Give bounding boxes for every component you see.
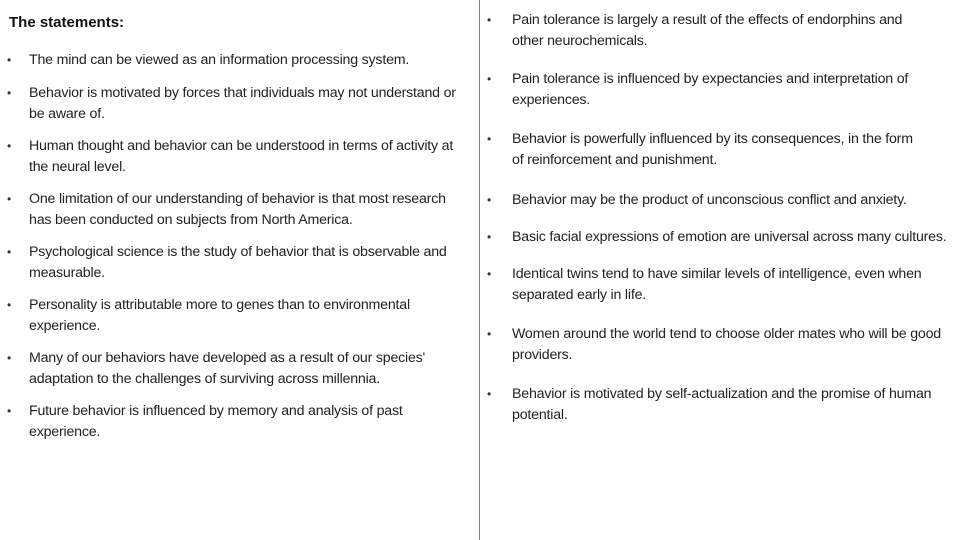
statement-text: Behavior is motivated by self-actualization and the promise of human potential.	[512, 386, 932, 423]
statement-text: Identical twins tend to have similar levels of intelligence, even when separated early in life.	[512, 266, 922, 303]
bullet-icon: •	[487, 267, 492, 281]
bullet-icon: •	[7, 404, 12, 418]
bullet-icon: •	[487, 193, 492, 207]
statements-heading: The statements:	[9, 14, 125, 31]
bullet-icon: •	[7, 86, 12, 100]
statement-text: Pain tolerance is influenced by expectancies and interpretation of experiences.	[512, 71, 909, 108]
statement-item	[487, 190, 959, 211]
bullet-icon: •	[7, 139, 12, 153]
bullet-icon: •	[487, 132, 492, 146]
bullet-icon: •	[487, 13, 492, 27]
statement-item	[487, 384, 959, 426]
statement-item	[487, 264, 959, 306]
bullet-icon: •	[487, 230, 492, 244]
bullet-icon: •	[7, 245, 12, 259]
bullet-icon: •	[487, 387, 492, 401]
statement-text: Behavior may be the product of unconscious conflict and anxiety.	[512, 192, 907, 208]
statement-item	[487, 324, 959, 366]
bullet-icon: •	[7, 298, 12, 312]
column-divider	[479, 0, 480, 540]
statement-text: Behavior is powerfully influenced by its consequences, in the form of reinforcement and punishment.	[512, 131, 913, 168]
statement-text: Pain tolerance is largely a result of the effects of endorphins and other neurochemicals.	[512, 12, 903, 49]
statement-text: Human thought and behavior can be understood in terms of activity at the neural level.	[29, 138, 454, 175]
statement-item	[7, 83, 463, 125]
bullet-icon: •	[7, 192, 12, 206]
statement-item	[487, 227, 959, 248]
statement-text: Future behavior is influenced by memory and analysis of past experience.	[29, 403, 403, 440]
statement-item	[7, 136, 463, 178]
bullet-icon: •	[7, 53, 12, 67]
statement-item	[7, 50, 463, 71]
statement-item	[7, 189, 463, 231]
statement-text: The mind can be viewed as an information processing system.	[29, 52, 410, 68]
statement-text: Women around the world tend to choose older mates who will be good providers.	[512, 326, 941, 363]
statement-text: Basic facial expressions of emotion are universal across many cultures.	[512, 229, 947, 245]
statement-item	[7, 295, 463, 337]
bullet-icon: •	[487, 327, 492, 341]
statement-item	[487, 129, 959, 171]
statement-text: One limitation of our understanding of behavior is that most research has been conducted on subjects from North America.	[29, 191, 446, 228]
statement-item	[487, 10, 959, 52]
statement-item	[7, 242, 463, 284]
statement-item	[7, 401, 463, 443]
statement-item	[7, 348, 463, 390]
bullet-icon: •	[7, 351, 12, 365]
statement-item	[487, 69, 959, 111]
statement-text: Psychological science is the study of behavior that is observable and measurable.	[29, 244, 447, 281]
bullet-icon: •	[487, 72, 492, 86]
statement-text: Personality is attributable more to genes than to environmental experience.	[29, 297, 410, 334]
statement-text: Behavior is motivated by forces that individuals may not understand or be aware of.	[29, 85, 456, 122]
statement-text: Many of our behaviors have developed as a result of our species' adaptation to the challenges of surviving across millennia.	[29, 350, 426, 387]
